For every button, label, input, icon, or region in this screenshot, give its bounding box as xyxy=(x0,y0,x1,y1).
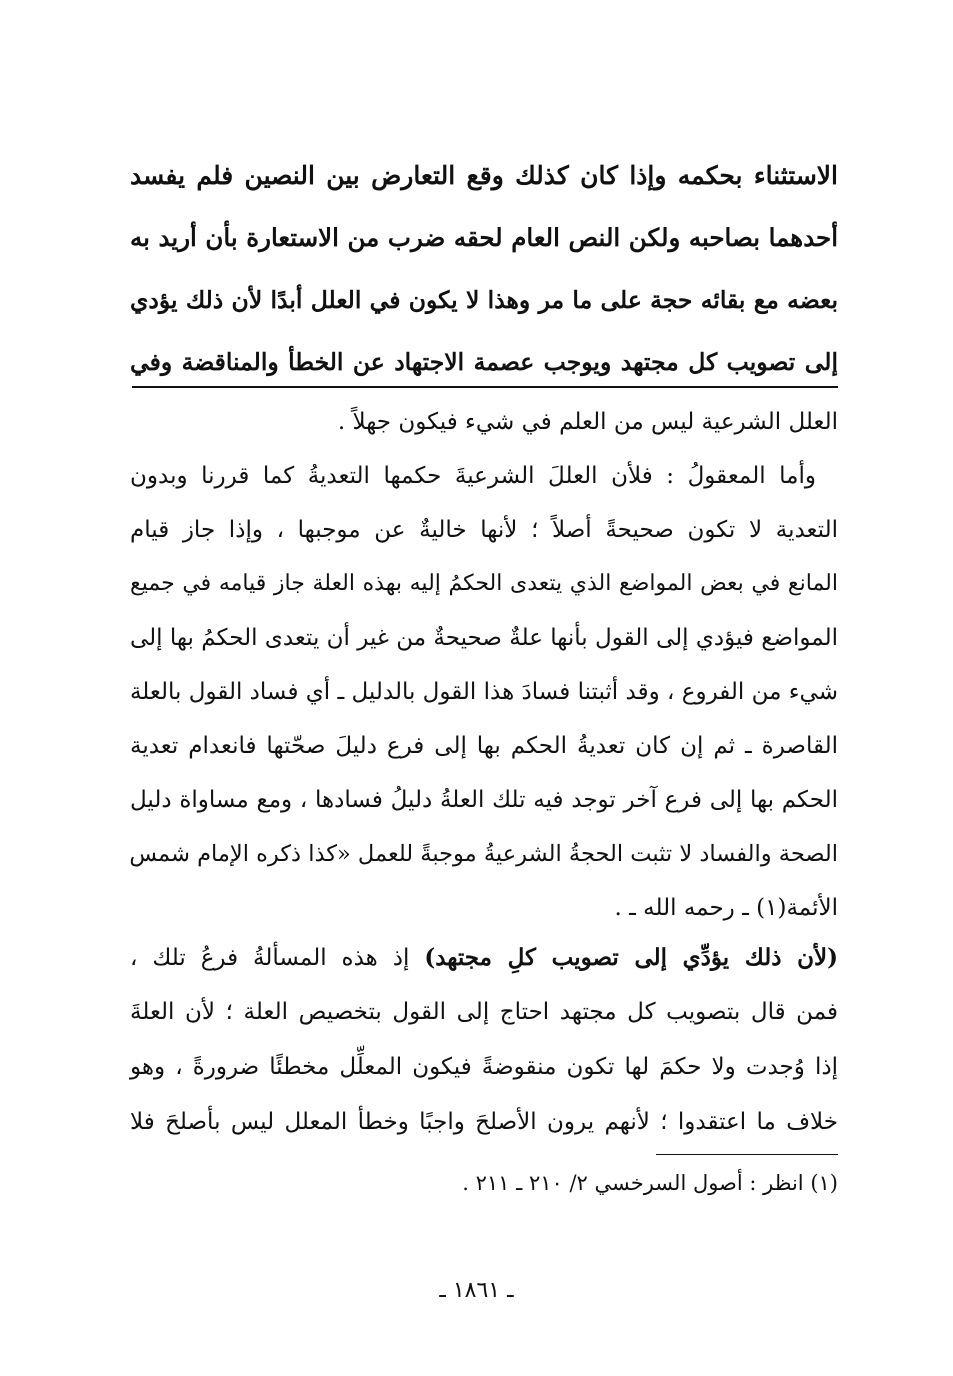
commentary-line: الصحة والفساد لا تثبت الحجةُ الشرعيةُ موجبةً للعمل «كذا ذكره الإمام شمس xyxy=(129,841,838,867)
matn-line: بعضه مع بقائه حجة على ما مر وهذا لا يكون في العلل أبدًا لأن ذلك يؤدي xyxy=(130,286,838,314)
continuation-line: خلاف ما اعتقدوا ؛ لأنهم يرون الأصلحَ واجبًا وخطأ المعلل ليس بأصلحَ فلا xyxy=(130,1109,838,1135)
matn-line: أحدهما بصاحبه ولكن النص العام لحقه ضرب من الاستعارة بأن أريد به xyxy=(130,223,839,252)
footnote: (١) انظر : أصول السرخسي ٢/ ٢١٠ ـ ٢١١ . xyxy=(462,1171,838,1195)
commentary-line: العلل الشرعية ليس من العلم في شيء فيكون جهلاً . xyxy=(337,409,838,435)
quoted-matn-lead: (لأن ذلك يؤدِّي إلى تصويب كلِ مجتهد) xyxy=(424,944,838,971)
footnote-separator-rule xyxy=(656,1154,838,1155)
matn-separator-rule xyxy=(132,386,838,388)
commentary-line: الأئمة(١) ـ رحمه الله ـ . xyxy=(614,895,838,921)
page-number: ـ ١٨٦١ ـ xyxy=(439,1278,514,1303)
commentary-text xyxy=(130,395,838,935)
continuation-first-line-rest: إذ هذه المسألةُ فرعُ تلك ، xyxy=(130,945,425,971)
commentary-line: الحكم بها إلى فرع آخر توجد فيه تلك العلةُ دليلُ فسادها ، ومع مساواة دليل xyxy=(130,787,838,813)
commentary-line: شيء من الفروع ، وقد أثبتنا فسادَ هذا القول بالدليل ـ أي فساد القول بالعلة xyxy=(129,679,838,705)
commentary-line: القاصرة ـ ثم إن كان تعديةُ الحكم بها إلى فرع دليلَ صحّتها فانعدام تعدية xyxy=(130,733,838,759)
commentary-line: المواضع فيؤدي إلى القول بأنها علةٌ صحيحةٌ من غير أن يتعدى الحكمُ بها إلى xyxy=(130,625,838,651)
continuation-line: إذا وُجدت ولا حكمَ لها تكون منقوضةً فيكون المعلِّل مخطئًا ضرورةً ، وهو xyxy=(130,1054,838,1080)
continuation-text xyxy=(130,930,838,1150)
commentary-line: المانع في بعض المواضع الذي يتعدى الحكمُ إليه بهذه العلة جاز قيامه في جميع xyxy=(130,571,838,596)
continuation-line: فمن قال بتصويب كل مجتهد احتاج إلى القول بتخصيص العلة ؛ لأن العلةَ xyxy=(130,999,838,1025)
matn-text xyxy=(130,145,838,393)
matn-line: الاستثناء بحكمه وإذا كان كذلك وقع التعارض بين النصين فلم يفسد xyxy=(130,161,838,190)
matn-line: إلى تصويب كل مجتهد ويوجب عصمة الاجتهاد عن الخطأ والمناقضة وفي xyxy=(130,348,839,376)
commentary-line: التعدية لا تكون صحيحةً أصلاً ؛ لأنها خاليةٌ عن موجبها ، وإذا جاز قيام xyxy=(130,517,838,543)
continuation-first-line xyxy=(130,930,838,985)
commentary-line: وأما المعقولُ : فلأن العللَ الشرعيةَ حكمها التعديةُ كما قررنا وبدون xyxy=(130,463,816,489)
